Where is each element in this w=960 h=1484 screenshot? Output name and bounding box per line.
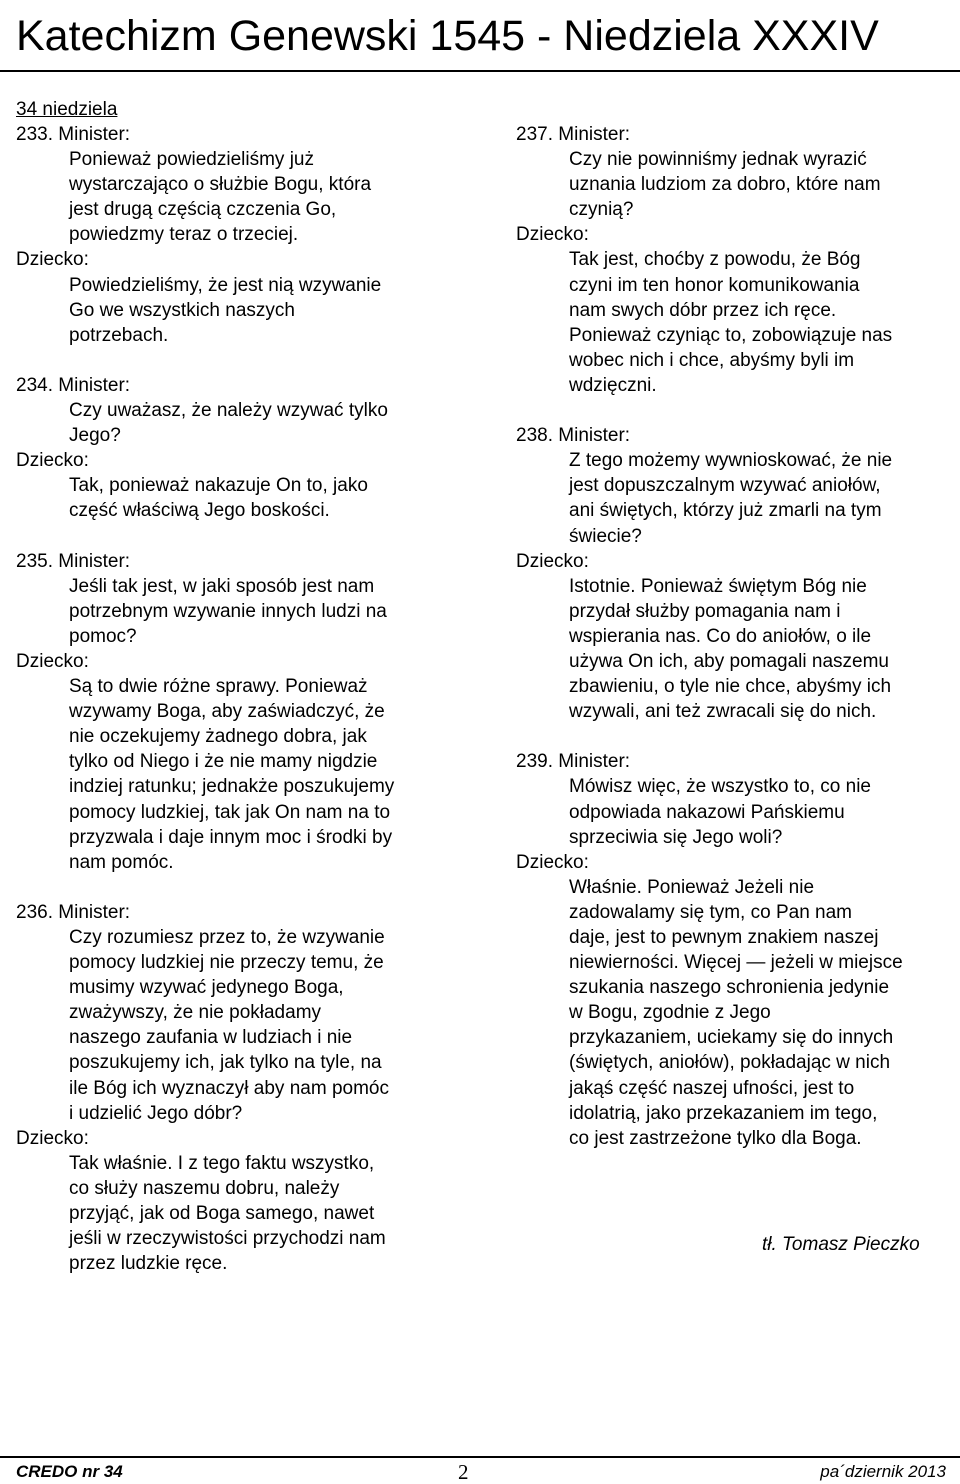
- qa-block: [16, 122, 486, 348]
- question-number: 233.: [16, 124, 53, 145]
- qa-spacer: [516, 724, 956, 749]
- answer-text-line: przez ludzkie ręce.: [69, 1253, 228, 1275]
- answer-text-line: wzywali, ani też zwracali się do nich.: [569, 701, 877, 723]
- qa-block: [16, 373, 486, 524]
- qa-spacer: [16, 524, 486, 549]
- answer-text-line: daje, jest to pewnym znakiem naszej: [569, 927, 879, 948]
- qa-block: [516, 122, 956, 398]
- question-text-line: potrzebnym wzywanie innych ludzi na: [69, 600, 387, 622]
- answer-text-line: używa On ich, aby pomagali naszemu: [569, 650, 889, 672]
- answer-text-line: wdzięczni.: [569, 374, 657, 396]
- answer-text-line: Właśnie. Ponieważ Jeżeli nie: [569, 876, 815, 898]
- answer-text-line: indziej ratunku; jednakże poszukujemy: [69, 776, 395, 798]
- answer-text-line: Istotnie. Ponieważ świętym Bóg nie: [569, 575, 867, 597]
- child-label: Dziecko:: [516, 224, 589, 246]
- question-text-line: ile Bóg ich wyznaczył aby nam pomóc: [69, 1077, 389, 1099]
- question-header: [516, 749, 956, 774]
- child-label: Dziecko:: [516, 851, 589, 873]
- question-text-line: Mówisz więc, że wszystko to, co nie: [569, 776, 871, 798]
- question-text-line: poszukujemy ich, jak tylko na tyle, na: [69, 1052, 382, 1074]
- answer-text-line: wzywamy Boga, aby zaświadczyć, że: [69, 701, 385, 723]
- question-number: 236.: [16, 901, 53, 923]
- answer-text-line: zadowalamy się tym, co Pan nam: [569, 901, 853, 923]
- right-column: [516, 122, 956, 1151]
- answer-text-line: Go we wszystkich naszych: [69, 299, 295, 321]
- question-text-line: Ponieważ powiedzieliśmy już: [69, 149, 314, 171]
- question-text-line: sprzeciwia się Jego woli?: [569, 826, 783, 848]
- question-number: 235.: [16, 550, 53, 572]
- child-label: Dziecko:: [16, 450, 89, 472]
- question-number: 237.: [516, 124, 553, 145]
- question-text-line: czynią?: [569, 199, 634, 221]
- minister-label: Minister:: [58, 124, 131, 145]
- answer-text-line: pomocy ludzkiej, tak jak On nam na to: [69, 801, 391, 823]
- qa-block: [516, 749, 956, 1151]
- footer-date: pa´dziernik 2013: [820, 1462, 946, 1481]
- answer-text-line: co służy naszemu dobru, należy: [69, 1177, 340, 1199]
- qa-block: [16, 900, 486, 1276]
- answer-text-line: przyjąć, jak od Boga samego, nawet: [69, 1203, 375, 1225]
- answer-text-line: szukania naszego schronienia jedynie: [569, 977, 890, 999]
- question-text-line: Czy uważasz, że należy wzywać tylko: [69, 400, 388, 422]
- question-text-line: musimy wzywać jedynego Boga,: [69, 977, 344, 999]
- answer-text-line: Powiedzieliśmy, że jest nią wzywanie: [69, 274, 382, 296]
- question-text-line: zważywszy, że nie pokładamy: [69, 1002, 322, 1024]
- qa-block: [16, 549, 486, 875]
- answer-text-line: w Bogu, zgodnie z Jego: [569, 1002, 771, 1024]
- question-header: [16, 900, 486, 925]
- answer-text-line: tylko od Niego i że nie mamy nigdzie: [69, 751, 378, 773]
- question-text-line: Jeśli tak jest, w jaki sposób jest nam: [69, 575, 375, 597]
- question-text-line: ani świętych, którzy już zmarli na tym: [569, 500, 882, 522]
- answer-text-line: (świętych, aniołów), pokładając w nich: [569, 1052, 891, 1074]
- answer-text-line: jakąś część naszej ufności, jest to: [569, 1077, 855, 1099]
- answer-text-line: zbawieniu, o tyle nie chce, abyśmy ich: [569, 676, 892, 698]
- answer-text-line: część właściwą Jego boskości.: [69, 500, 330, 522]
- answer-text-line: nam swych dóbr przez ich ręce.: [569, 299, 837, 321]
- answer-text-line: nam pomóc.: [69, 851, 174, 873]
- question-header: [16, 122, 486, 147]
- answer-text-line: przydał służby pomagania nam i: [569, 600, 841, 622]
- answer-text-line: co jest zastrzeżone tylko dla Boga.: [569, 1127, 862, 1149]
- answer-text-line: nie oczekujemy żadnego dobra, jak: [69, 726, 367, 748]
- child-label: Dziecko:: [16, 1127, 89, 1149]
- answer-text-line: przykazaniem, uciekamy się do innych: [569, 1027, 894, 1049]
- question-header: [516, 423, 956, 448]
- question-text-line: naszego zaufania w ludziach i nie: [69, 1027, 353, 1049]
- question-text-line: odpowiada nakazowi Pańskiemu: [569, 801, 845, 823]
- footer-page-number: 2: [458, 1460, 469, 1484]
- answer-text-line: czyni im ten honor komunikowania: [569, 274, 860, 296]
- footer-divider: [0, 1456, 960, 1458]
- question-number: 238.: [516, 425, 553, 447]
- child-label: Dziecko:: [516, 550, 589, 572]
- answer-text-line: niewierności. Więcej — jeżeli w miejsce: [569, 952, 903, 974]
- minister-label: Minister:: [58, 374, 131, 396]
- minister-label: Minister:: [558, 425, 631, 447]
- title-divider: [0, 70, 960, 72]
- answer-text-line: Tak właśnie. I z tego faktu wszystko,: [69, 1152, 375, 1174]
- answer-text-line: Ponieważ czyniąc to, zobowiązuje nas: [569, 324, 893, 346]
- page-title: Katechizm Genewski 1545 - Niedziela XXXIV: [16, 12, 879, 60]
- qa-spacer: [16, 875, 486, 900]
- child-label: Dziecko:: [16, 249, 89, 271]
- question-text-line: pomocy ludzkiej nie przeczy temu, że: [69, 952, 384, 974]
- question-number: 239.: [516, 751, 553, 773]
- qa-spacer: [16, 348, 486, 373]
- minister-label: Minister:: [558, 751, 631, 773]
- question-text-line: wystarczająco o służbie Bogu, która: [69, 174, 372, 196]
- minister-label: Minister:: [58, 901, 131, 923]
- question-text-line: jest dopuszczalnym wzywać aniołów,: [569, 475, 881, 497]
- qa-block: [516, 423, 956, 724]
- answer-text-line: idolatrią, jako przekazaniem im tego,: [569, 1102, 878, 1124]
- question-header: [16, 549, 486, 574]
- answer-text-line: Tak jest, choćby z powodu, że Bóg: [569, 249, 861, 271]
- answer-text-line: przyzwala i daje innym moc i środki by: [69, 826, 393, 848]
- question-text-line: Czy rozumiesz przez to, że wzywanie: [69, 927, 385, 948]
- answer-text-line: Są to dwie różne sprawy. Ponieważ: [69, 676, 368, 698]
- question-text-line: jest drugą częścią czczenia Go,: [69, 199, 337, 221]
- footer-publication: CREDO nr 34: [16, 1462, 123, 1481]
- minister-label: Minister:: [558, 124, 631, 145]
- question-text-line: uznania ludziom za dobro, które nam: [569, 174, 881, 196]
- question-number: 234.: [16, 374, 53, 396]
- answer-text-line: wspierania nas. Co do aniołów, o ile: [569, 625, 872, 647]
- question-text-line: Z tego możemy wywnioskować, że nie: [569, 450, 893, 472]
- question-header: [16, 373, 486, 398]
- answer-text-line: potrzebach.: [69, 324, 169, 346]
- answer-text-line: wobec nich i chce, abyśmy byli im: [569, 349, 855, 371]
- answer-text-line: Tak, ponieważ nakazuje On to, jako: [69, 475, 368, 497]
- left-column: [16, 122, 486, 1276]
- child-label: Dziecko:: [16, 650, 89, 672]
- answer-text-line: jeśli w rzeczywistości przychodzi nam: [69, 1228, 386, 1250]
- minister-label: Minister:: [58, 550, 131, 572]
- section-heading: 34 niedziela: [16, 99, 118, 120]
- qa-spacer: [516, 398, 956, 423]
- question-text-line: Czy nie powinniśmy jednak wyrazić: [569, 149, 867, 171]
- question-text-line: i udzielić Jego dóbr?: [69, 1102, 243, 1124]
- translator-signature: tł. Tomasz Pieczko: [762, 1234, 920, 1255]
- question-header: [516, 122, 956, 147]
- question-text-line: świecie?: [569, 525, 642, 547]
- question-text-line: pomoc?: [69, 625, 137, 647]
- question-text-line: Jego?: [69, 425, 121, 447]
- question-text-line: powiedzmy teraz o trzeciej.: [69, 224, 299, 246]
